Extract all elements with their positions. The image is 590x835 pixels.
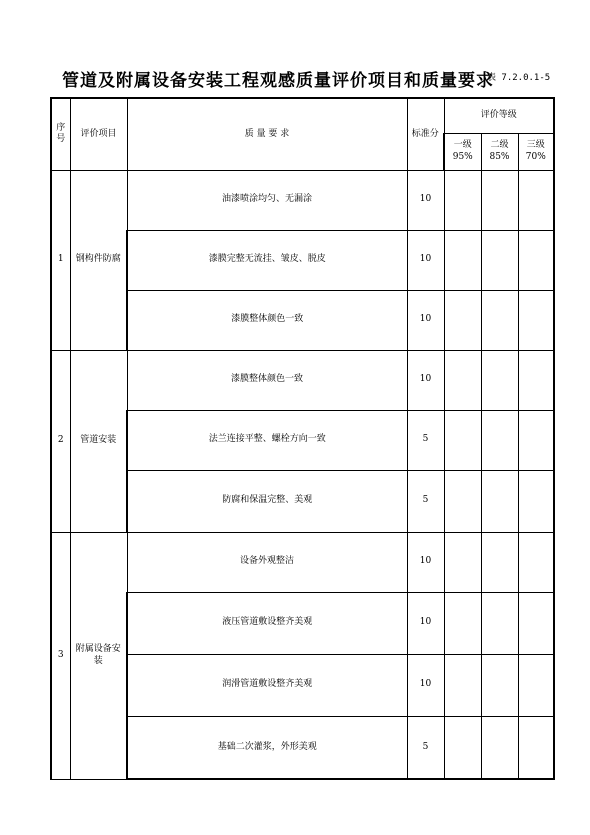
requirement-cell: 防腐和保温完整、美观 <box>127 470 407 532</box>
grade-2-cell <box>481 350 518 410</box>
grade-3-cell <box>518 290 554 350</box>
requirement-cell: 润滑管道敷设整齐美观 <box>127 654 407 716</box>
requirement-cell: 漆膜完整无流挂、皱皮、脱皮 <box>127 230 407 290</box>
header-row <box>51 98 554 133</box>
grade-3-cell <box>518 654 554 716</box>
page-title: 管道及附属设备安装工程观感质量评价项目和质量要求 <box>62 71 494 91</box>
requirement-cell: 设备外观整洁 <box>127 532 407 592</box>
table-row <box>51 350 554 410</box>
requirement-header: 质 量 要 求 <box>127 98 407 170</box>
score-cell: 5 <box>407 410 444 470</box>
requirement-cell: 油漆喷涂均匀、无漏涂 <box>127 170 407 230</box>
grade-group-header: 评价等级 <box>444 98 554 133</box>
grade-1-cell <box>444 470 481 532</box>
score-cell: 10 <box>407 170 444 230</box>
group-3-seq: 3 <box>51 532 70 779</box>
grade-2-cell <box>481 230 518 290</box>
grade-2-cell <box>481 410 518 470</box>
grade-2-cell <box>481 170 518 230</box>
grade-3-cell <box>518 532 554 592</box>
grade-3-cell <box>518 716 554 779</box>
grade-1-cell <box>444 654 481 716</box>
grade-1-header: 一级 95% <box>444 133 481 170</box>
grade-2-cell <box>481 290 518 350</box>
table-row <box>51 290 554 350</box>
score-cell: 10 <box>407 592 444 654</box>
item-header: 评价项目 <box>70 98 127 170</box>
group-2-item: 管道安装 <box>70 350 127 532</box>
group-3-item: 附属设备安装 <box>70 532 127 779</box>
requirement-cell: 法兰连接平整、螺栓方向一致 <box>127 410 407 470</box>
grade-3-cell <box>518 350 554 410</box>
score-cell: 10 <box>407 230 444 290</box>
grade-2-cell <box>481 532 518 592</box>
grade-3-cell <box>518 230 554 290</box>
grade-1-cell <box>444 290 481 350</box>
grade-1-cell <box>444 230 481 290</box>
grade-1-cell <box>444 410 481 470</box>
score-cell: 5 <box>407 716 444 779</box>
grade-3-cell <box>518 410 554 470</box>
grade-2-header: 二级 85% <box>481 133 518 170</box>
grade-1-cell <box>444 350 481 410</box>
requirement-cell: 漆膜整体颜色一致 <box>127 350 407 410</box>
grade-3-cell <box>518 170 554 230</box>
score-cell: 10 <box>407 532 444 592</box>
requirement-cell: 液压管道敷设整齐美观 <box>127 592 407 654</box>
table-row <box>51 230 554 290</box>
grade-1-cell <box>444 170 481 230</box>
table-row <box>51 654 554 716</box>
group-2-seq: 2 <box>51 350 70 532</box>
grade-3-cell <box>518 470 554 532</box>
grade-1-cell <box>444 532 481 592</box>
requirement-cell: 基础二次灌浆，外形美观 <box>127 716 407 779</box>
table-row <box>51 470 554 532</box>
score-cell: 10 <box>407 350 444 410</box>
grade-1-cell <box>444 716 481 779</box>
score-cell: 10 <box>407 290 444 350</box>
table-row <box>51 410 554 470</box>
grade-3-cell <box>518 592 554 654</box>
evaluation-table <box>50 97 555 780</box>
requirement-cell: 漆膜整体颜色一致 <box>127 290 407 350</box>
grade-2-cell <box>481 592 518 654</box>
table-row <box>51 716 554 779</box>
group-1-item: 钢构件防腐 <box>70 170 127 350</box>
grade-2-cell <box>481 716 518 779</box>
seq-header: 序号 <box>51 98 70 170</box>
score-cell: 10 <box>407 654 444 716</box>
table-row <box>51 170 554 230</box>
grade-3-header: 三级 70% <box>518 133 554 170</box>
grade-1-cell <box>444 592 481 654</box>
table-row <box>51 532 554 592</box>
group-1-seq: 1 <box>51 170 70 350</box>
table-number: 表 7.2.0.1-5 <box>487 73 551 83</box>
table-row <box>51 592 554 654</box>
score-cell: 5 <box>407 470 444 532</box>
standard-score-header: 标准分 <box>407 98 444 170</box>
grade-2-cell <box>481 654 518 716</box>
grade-2-cell <box>481 470 518 532</box>
